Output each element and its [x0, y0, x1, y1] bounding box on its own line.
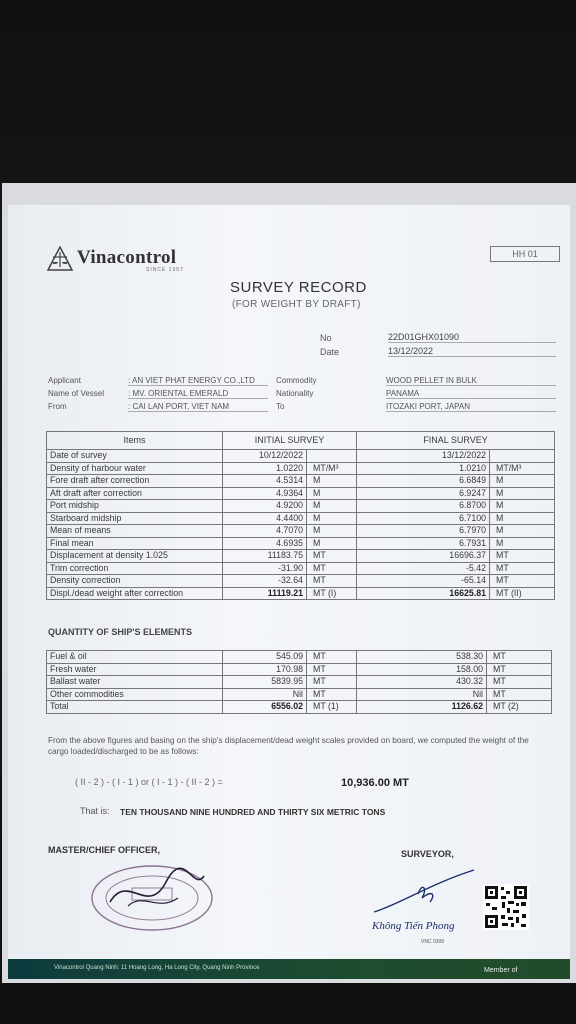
row-initial-value: 11119.21	[223, 587, 307, 600]
table-row	[47, 688, 552, 701]
row-item-label: Density of harbour water	[47, 462, 223, 475]
row-final-value: 13/12/2022	[357, 450, 490, 463]
table-row	[47, 462, 555, 475]
page-title: SURVEY RECORD	[230, 279, 367, 296]
to-value: ITOZAKI PORT, JAPAN	[386, 402, 556, 412]
row-final-unit: M	[490, 500, 555, 513]
row-item-label: Other commodities	[47, 688, 223, 701]
row-item-label: Total	[47, 701, 223, 714]
row-item-label: Displ./dead weight after correction	[47, 587, 223, 600]
surveyor-label: SURVEYOR,	[401, 849, 454, 859]
row-initial-value: 4.9200	[223, 500, 307, 513]
vessel-label: Name of Vessel	[48, 389, 105, 398]
row-final-value: -65.14	[357, 575, 490, 588]
result-in-words: TEN THOUSAND NINE HUNDRED AND THIRTY SIX METRIC TONS	[120, 807, 386, 817]
row-item-label: Mean of means	[47, 525, 223, 538]
row-initial-unit: MT	[307, 688, 357, 701]
commodity-value: WOOD PELLET IN BULK	[386, 376, 556, 386]
scales-logo-icon	[47, 246, 73, 272]
row-final-unit: M	[490, 475, 555, 488]
row-final-value: 6.7931	[357, 537, 490, 550]
table-row	[47, 525, 555, 538]
row-final-unit: MT	[487, 688, 552, 701]
table-row	[47, 512, 555, 525]
row-initial-value: 5839.95	[223, 676, 307, 689]
date-label: Date	[320, 347, 340, 357]
row-final-unit: M	[490, 525, 555, 538]
row-final-value: Nil	[357, 688, 487, 701]
row-final-value: 6.7100	[357, 512, 490, 525]
page-subtitle: (FOR WEIGHT BY DRAFT)	[232, 299, 361, 310]
row-initial-value: 170.98	[223, 663, 307, 676]
row-initial-value: 4.7070	[223, 525, 307, 538]
row-final-value: 430.32	[357, 676, 487, 689]
date-value: 13/12/2022	[388, 346, 556, 357]
row-initial-value: 4.5314	[223, 475, 307, 488]
row-item-label: Date of survey	[47, 450, 223, 463]
row-final-value: 6.9247	[357, 487, 490, 500]
row-initial-unit: MT	[307, 575, 357, 588]
words-label: That is:	[80, 806, 110, 816]
from-value: : CAI LAN PORT, VIET NAM	[128, 402, 268, 412]
row-initial-value: 6556.02	[223, 701, 307, 714]
row-final-value: 1126.62	[357, 701, 487, 714]
table-row	[47, 475, 555, 488]
ship-stamp	[88, 862, 216, 934]
col-final-header: FINAL SURVEY	[357, 432, 555, 450]
to-label: To	[276, 402, 285, 411]
row-initial-unit: M	[307, 537, 357, 550]
row-final-value: -5.42	[357, 562, 490, 575]
row-initial-unit: M	[307, 512, 357, 525]
nationality-value: PANAMA	[386, 389, 556, 399]
vessel-value: : MV. ORIENTAL EMERALD	[128, 389, 268, 399]
nationality-label: Nationality	[276, 389, 314, 398]
table-row	[47, 487, 555, 500]
row-final-unit: MT (II)	[490, 587, 555, 600]
form-code: HH 01	[490, 246, 560, 262]
row-item-label: Density correction	[47, 575, 223, 588]
footer-member: Member of	[484, 967, 518, 974]
surveyor-name: Không Tiến Phong	[372, 920, 455, 932]
row-item-label: Trim correction	[47, 562, 223, 575]
row-initial-value: 4.4400	[223, 512, 307, 525]
row-initial-unit: MT	[307, 663, 357, 676]
row-final-unit: MT	[487, 676, 552, 689]
row-initial-unit: MT	[307, 550, 357, 563]
table-row	[47, 500, 555, 513]
row-initial-unit: MT (I)	[307, 587, 357, 600]
row-final-unit: M	[490, 537, 555, 550]
no-label: No	[320, 333, 332, 343]
row-final-unit	[490, 450, 555, 463]
row-final-unit: MT	[487, 651, 552, 664]
row-final-value: 16625.81	[357, 587, 490, 600]
table-row	[47, 587, 555, 600]
row-initial-value: -32.64	[223, 575, 307, 588]
applicant-value: : AN VIET PHAT ENERGY CO.,LTD	[128, 376, 268, 386]
survey-table-header	[47, 432, 555, 450]
row-final-unit: MT	[487, 663, 552, 676]
row-initial-value: -31.90	[223, 562, 307, 575]
table-row	[47, 651, 552, 664]
row-final-value: 6.6849	[357, 475, 490, 488]
surveyor-code: VNC 0309	[421, 939, 445, 945]
row-initial-unit: M	[307, 525, 357, 538]
col-items-header: Items	[47, 432, 223, 450]
conclusion-paragraph: From the above figures and basing on the ship's displacement/dead weight scales provided on board, we computed the weight of the cargo loaded/discharged to be as follows:	[48, 736, 529, 756]
row-final-value: 158.00	[357, 663, 487, 676]
table-row	[47, 450, 555, 463]
row-item-label: Fuel & oil	[47, 651, 223, 664]
row-final-unit: MT	[490, 562, 555, 575]
qr-code-icon	[483, 884, 529, 930]
row-initial-value: 1.0220	[223, 462, 307, 475]
row-initial-unit: MT/M³	[307, 462, 357, 475]
row-final-value: 1.0210	[357, 462, 490, 475]
row-item-label: Displacement at density 1.025	[47, 550, 223, 563]
elements-title: QUANTITY OF SHIP'S ELEMENTS	[48, 627, 192, 637]
row-item-label: Port midship	[47, 500, 223, 513]
surveyor-signature	[370, 864, 480, 920]
row-initial-value: 545.09	[223, 651, 307, 664]
table-row	[47, 663, 552, 676]
row-initial-value: 11183.75	[223, 550, 307, 563]
row-initial-unit: MT (1)	[307, 701, 357, 714]
row-item-label: Fore draft after correction	[47, 475, 223, 488]
col-initial-header: INITIAL SURVEY	[223, 432, 357, 450]
from-label: From	[48, 402, 67, 411]
row-final-unit: MT/M³	[490, 462, 555, 475]
row-item-label: Fresh water	[47, 663, 223, 676]
row-item-label: Starboard midship	[47, 512, 223, 525]
footer-address: Vinacontrol Quang Ninh: 11 Hoang Long, Ha Long City, Quang Ninh Province	[54, 965, 260, 971]
row-initial-unit: MT	[307, 651, 357, 664]
row-final-unit: M	[490, 487, 555, 500]
row-item-label: Final mean	[47, 537, 223, 550]
table-row	[47, 562, 555, 575]
row-initial-value: 4.6935	[223, 537, 307, 550]
row-final-value: 538.30	[357, 651, 487, 664]
table-row	[47, 537, 555, 550]
row-final-unit: M	[490, 512, 555, 525]
row-item-label: Ballast water	[47, 676, 223, 689]
applicant-label: Applicant	[48, 376, 81, 385]
survey-table	[46, 431, 555, 600]
row-initial-value: 10/12/2022	[223, 450, 307, 463]
row-initial-value: 4.9364	[223, 487, 307, 500]
row-initial-unit: M	[307, 487, 357, 500]
table-row	[47, 701, 552, 714]
commodity-label: Commodity	[276, 376, 317, 385]
elements-table	[46, 650, 552, 714]
row-initial-unit: MT	[307, 562, 357, 575]
row-initial-unit	[307, 450, 357, 463]
no-value: 22D01GHX01090	[388, 332, 556, 343]
brand-since: SINCE 1957	[146, 267, 184, 273]
row-initial-value: Nil	[223, 688, 307, 701]
result-weight: 10,936.00 MT	[341, 777, 409, 789]
master-label: MASTER/CHIEF OFFICER,	[48, 845, 160, 855]
row-final-value: 6.8700	[357, 500, 490, 513]
row-item-label: Aft draft after correction	[47, 487, 223, 500]
row-final-unit: MT	[490, 550, 555, 563]
row-initial-unit: M	[307, 500, 357, 513]
table-row	[47, 550, 555, 563]
row-final-unit: MT (2)	[487, 701, 552, 714]
table-row	[47, 676, 552, 689]
row-initial-unit: MT	[307, 676, 357, 689]
row-final-unit: MT	[490, 575, 555, 588]
row-initial-unit: M	[307, 475, 357, 488]
formula: ( II - 2 ) - ( I - 1 ) or ( I - 1 ) - ( II - 2 ) =	[75, 777, 223, 787]
table-row	[47, 575, 555, 588]
row-final-value: 6.7970	[357, 525, 490, 538]
brand-logo: Vinacontrol	[77, 247, 177, 268]
row-final-value: 16696.37	[357, 550, 490, 563]
